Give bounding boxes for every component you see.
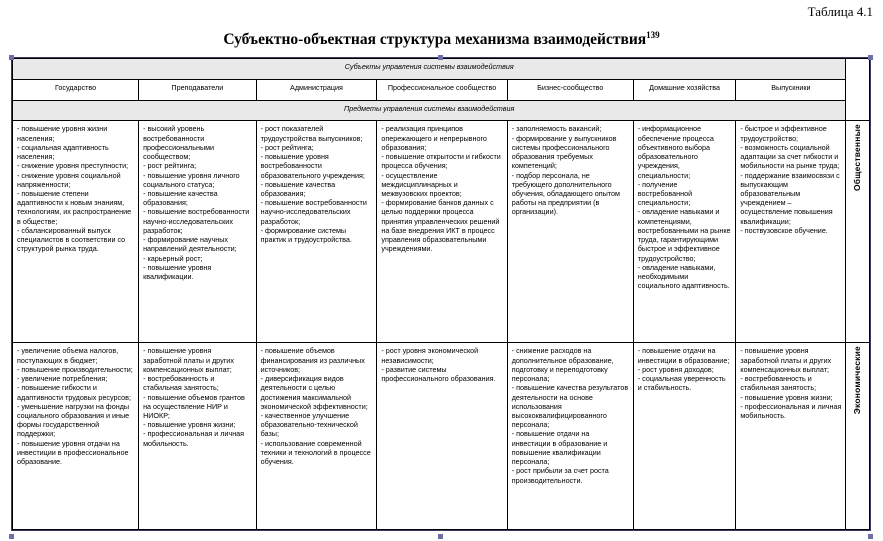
cell-line: - формирование банков данных с целью поддержки процесса принятия управленческих решений на базе внедрения ИКТ в процесс управления образовательными учреждениями.	[381, 198, 500, 254]
cell-line: - возможность социальной адаптации за счет гибкости и мобильности на рынке труда;	[740, 142, 840, 171]
cell-economic-graduates	[736, 343, 846, 530]
cell-line: - повышение отдачи на инвестиции в образование и повышение квалификации персонала;	[511, 429, 608, 467]
cell-line: - уменьшение нагрузки на фонды социального образования и иные формы государственной поддержки;	[17, 401, 130, 439]
page-title	[0, 30, 883, 49]
cell-line: - качественное улучшение образовательно-технической базы;	[260, 410, 358, 439]
cell-line: - увеличение объема налогов, поступающих в бюджет;	[17, 346, 119, 365]
cell-line: - формирование у выпускников системы профессионального образования требуемых компетенций;	[511, 133, 617, 171]
cell-line: - подбор персонала, не требующего дополнительного обучения, обладающего опытом работы на предприятии (в организации).	[511, 170, 620, 217]
cell-line: - рост рейтинга;	[143, 161, 197, 171]
cell-economic-state	[13, 343, 139, 530]
table-row	[13, 343, 870, 530]
cell-line: - рост прибыли за счет роста производительности.	[511, 466, 609, 485]
table-number-label: Таблица 4.1	[807, 4, 873, 19]
selection-handle-top-center[interactable]	[438, 55, 443, 60]
band-objects: Предметы управления системы взаимодействия	[13, 100, 846, 121]
cell-line: - овладение навыками, необходимыми социального адаптивность.	[637, 262, 730, 291]
cell-social-professional-community	[377, 121, 507, 343]
page-title-text: Субъектно-объектная структура механизма взаимодействия	[223, 31, 647, 49]
cell-line: - повышение уровня квалификации.	[143, 262, 212, 281]
selection-handle-bottom-center[interactable]	[438, 534, 443, 539]
cell-line: - быстрое и эффективное трудоустройство;	[740, 124, 827, 143]
footnote-marker: 139	[646, 30, 660, 40]
cell-line: - повышение отдачи на инвестиции в образование;	[637, 346, 730, 365]
cell-social-teachers	[139, 121, 257, 343]
cell-line: - овладение навыками и компетенциями, востребованными на рынке труда, гарантирующими быстрое и эффективное трудоустройство;	[637, 207, 731, 263]
cell-social-households	[633, 121, 736, 343]
table-row-band-objects	[13, 100, 870, 121]
cell-line: - востребованность и стабильная занятость;	[740, 374, 817, 393]
cell-line: - повышение уровня жизни;	[143, 420, 236, 430]
cell-economic-business-community	[507, 343, 633, 530]
cell-line: - формирование научных направлений деятельности;	[143, 235, 237, 254]
cell-economic-households	[633, 343, 736, 530]
table-row	[13, 121, 870, 343]
cell-line: - востребованность и стабильная занятость;	[143, 374, 219, 393]
cell-line: - поствузовское обучение.	[740, 225, 828, 235]
cell-line: - повышение уровня заработной платы и других компенсационных выплат;	[143, 346, 234, 374]
row-label-social-text: Общественные	[852, 124, 863, 192]
cell-line: - формирование системы практик и трудоустройства.	[260, 225, 352, 245]
cell-line: - диверсификация видов деятельности с целью достижения максимальной экономической эффективности;	[260, 374, 368, 411]
cell-economic-teachers	[139, 343, 257, 530]
selection-handle-bottom-left[interactable]	[9, 534, 14, 539]
cell-line: - снижение уровня социальной напряженности;	[17, 170, 121, 189]
cell-economic-administration	[256, 343, 377, 530]
cell-line: - реализация принципов опережающего и непрерывного образования;	[381, 124, 487, 152]
cell-economic-professional-community	[377, 343, 507, 530]
cell-line: - повышение уровня заработной платы и других компенсационных выплат;	[740, 346, 832, 374]
matrix-table	[12, 58, 870, 530]
cell-line: - рост показателей трудоустройства выпускников;	[260, 124, 363, 143]
cell-line: - социальная уверенность и стабильность.	[637, 374, 726, 393]
row-label-economic-text: Экономические	[852, 346, 863, 415]
cell-line: - профессиональная и личная мобильность.	[143, 429, 245, 448]
cell-line: - рост уровня доходов;	[637, 364, 714, 374]
cell-social-administration	[256, 121, 377, 343]
cell-line: - повышение востребованности научно-исследовательских разработок;	[143, 207, 250, 235]
cell-line: - рост уровня экономической независимости;	[381, 346, 479, 365]
column-header-state: Государство	[13, 79, 139, 100]
cell-line: - повышение степени адаптивности к новым знаниям, технологиям, их распространение в обществе;	[17, 188, 132, 226]
cell-social-graduates	[736, 121, 846, 343]
column-header-business-community: Бизнес-сообщество	[507, 79, 633, 100]
side-label-spacer	[846, 59, 870, 121]
cell-social-state	[13, 121, 139, 343]
cell-line: - социальная адаптивность населения;	[17, 142, 109, 162]
cell-line: - повышение открытости и гибкости процесса обучения;	[381, 152, 501, 171]
row-label-social	[846, 121, 870, 343]
table-row-band-subjects	[13, 59, 870, 80]
band-subjects: Субъекты управления системы взаимодействия	[13, 59, 846, 80]
cell-line: - высокий уровень востребованности профессиональными сообществом;	[143, 124, 215, 162]
cell-line: - повышение качества образования;	[260, 179, 336, 198]
row-label-economic	[846, 343, 870, 530]
cell-line: - повышение уровня отдачи на инвестиции в профессиональное образование.	[17, 438, 129, 467]
column-header-teachers: Преподаватели	[139, 79, 257, 100]
selection-handle-bottom-right[interactable]	[868, 534, 873, 539]
table-row-column-headers	[13, 79, 870, 100]
cell-line: - использование современной техники и технологий в процессе обучения.	[260, 438, 371, 467]
cell-line: - повышение гибкости и адаптивности трудовых ресурсов;	[17, 383, 131, 402]
cell-line: - осуществление междисциплинарных и межвузовских проектов;	[381, 170, 462, 198]
cell-line: - заполняемость вакансий;	[511, 124, 602, 134]
cell-line: - повышение уровня жизни населения;	[17, 124, 108, 143]
cell-line: - повышение качества образования;	[143, 188, 218, 208]
cell-line: - информационное обеспечение процесса объективного выбора образовательного учреждения, специальности;	[637, 124, 714, 180]
cell-line: - поддержание взаимосвязи с выпускающим образовательным учреждением – осуществление повышения квалификации;	[740, 170, 840, 226]
cell-line: - сбалансированный выпуск специалистов в соответствии со структурой рынка труда.	[17, 225, 126, 254]
cell-line: - повышение уровня личного социального статуса;	[143, 170, 240, 189]
column-header-professional-community: Профессиональное сообщество	[377, 79, 507, 100]
cell-line: - карьерный рост;	[143, 253, 203, 263]
cell-line: - рост рейтинга;	[260, 142, 314, 152]
cell-line: - профессиональная и личная мобильность.	[740, 401, 842, 420]
cell-line: - увеличение потребления;	[17, 374, 108, 384]
selection-handle-top-right[interactable]	[868, 55, 873, 60]
cell-line: - повышение востребованности научно-исследовательских разработок;	[260, 198, 367, 226]
cell-social-business-community	[507, 121, 633, 343]
column-header-households: Домашние хозяйства	[633, 79, 736, 100]
cell-line: - повышение производительности;	[17, 364, 133, 374]
cell-line: - повышение объемов грантов на осуществление НИР и НИОКР;	[143, 392, 245, 420]
column-header-administration: Администрация	[256, 79, 377, 100]
cell-line: - получение востребованной специальности;	[637, 179, 693, 208]
cell-line: - повышение уровня жизни;	[740, 392, 833, 402]
cell-line: - снижение уровня преступности;	[17, 161, 129, 171]
cell-line: - повышение объемов финансирования из различных источников;	[260, 346, 365, 374]
cell-line: - снижение расходов на дополнительное образование, подготовку и переподготовку персонала;	[511, 346, 614, 384]
selection-handle-top-left[interactable]	[9, 55, 14, 60]
matrix-table-container	[11, 57, 871, 531]
cell-line: - развитие системы профессионального образования.	[381, 364, 496, 384]
cell-line: - повышение качества результатов деятельности на основе использования высококвалифицированного персонала;	[511, 383, 629, 430]
column-header-graduates: Выпускники	[736, 79, 846, 100]
cell-line: - повышение уровня востребованности образовательного учреждения;	[260, 152, 365, 180]
